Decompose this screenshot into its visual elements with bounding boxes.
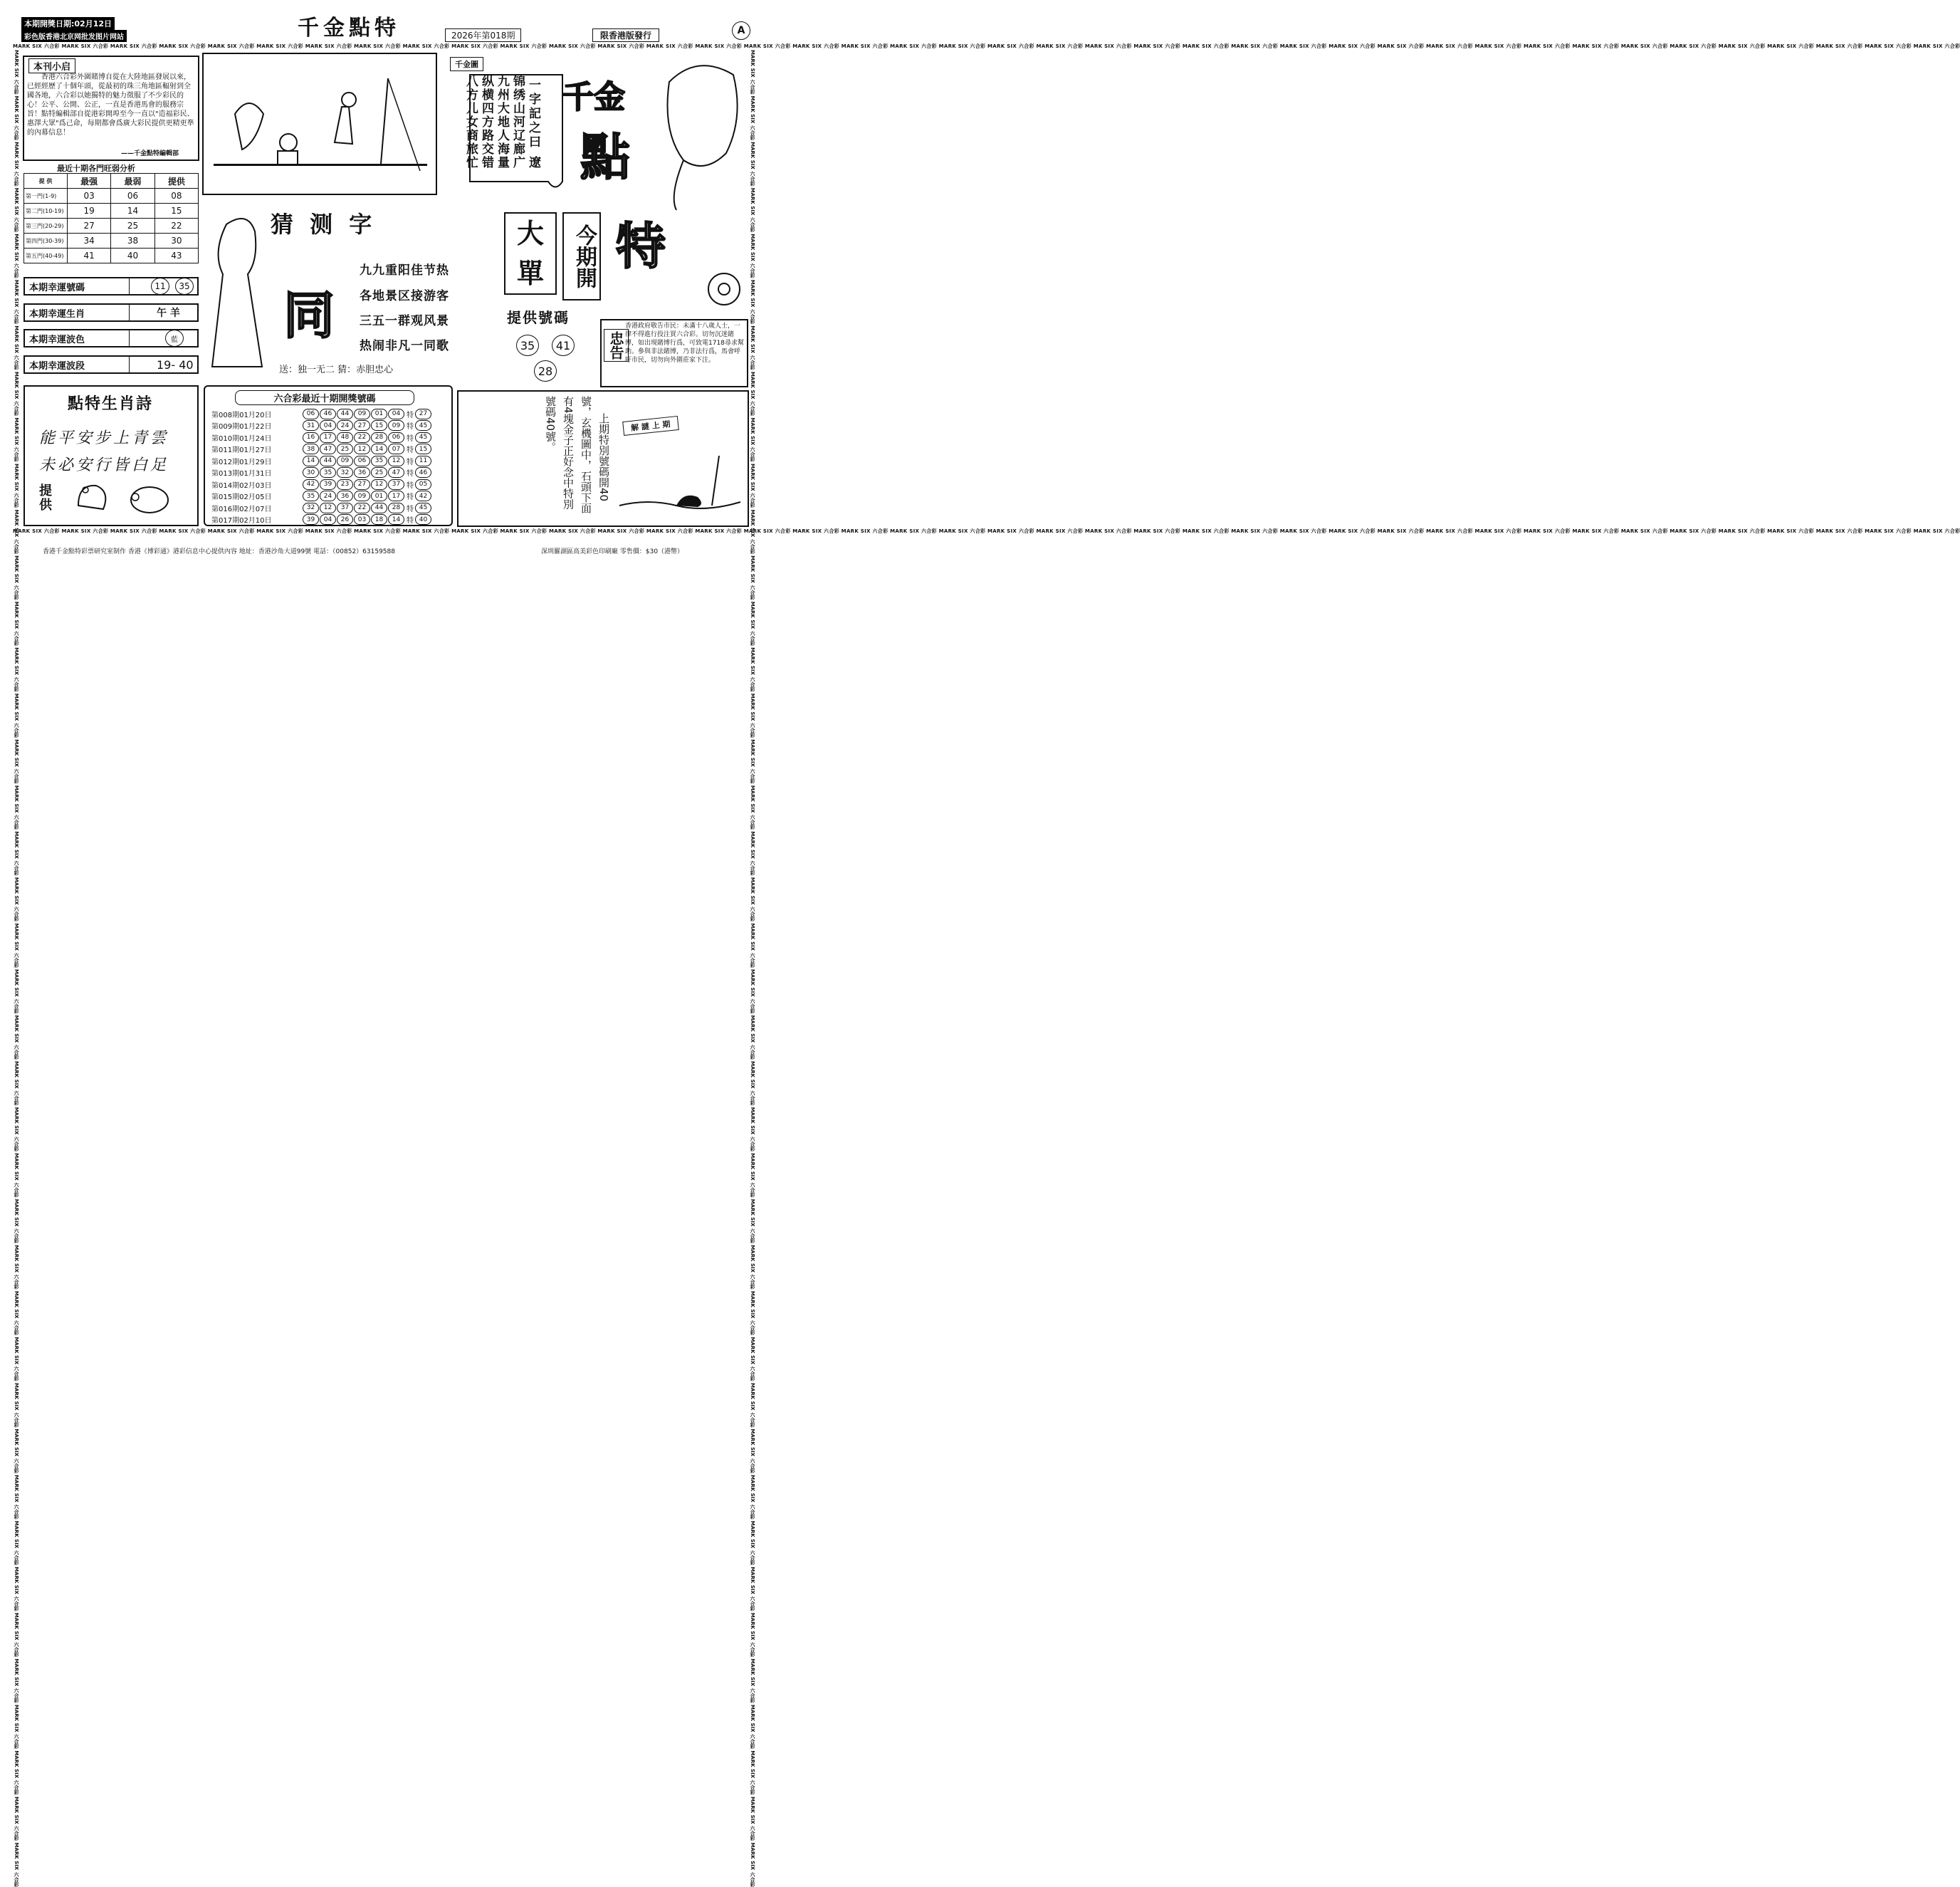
brand-char-te: 特 <box>616 217 666 276</box>
cartoon-illustration <box>206 64 434 192</box>
stats-row-label: 第二門(10-19) <box>24 204 68 219</box>
riddle-tag: 千金圖 <box>450 57 483 71</box>
bottom-mark-six-stripe: MARK SIX 六合彩 MARK SIX 六合彩 MARK SIX 六合彩 MARK SIX 六合彩 MARK SIX 六合彩 MARK SIX 六合彩 MARK SIX 六合彩 MARK SIX 六合彩 MARK SIX 六合彩 MARK SIX 六合彩 MARK SIX 六合彩 MARK SIX 六合彩 MARK SIX 六合彩 MARK SIX 六合彩 MARK SIX 六合彩 MARK SIX 六合彩 MARK SIX 六合彩 MARK SIX 六合彩 MARK SIX 六合彩 MARK SIX 六合彩 MARK SIX 六合彩 MARK SIX 六合彩 MARK SIX 六合彩 MARK SIX 六合彩 MARK SIX 六合彩 MARK SIX 六合彩 MARK SIX 六合彩 MARK SIX 六合彩 MARK SIX 六合彩 MARK SIX 六合彩 MARK SIX 六合彩 MARK SIX 六合彩 MARK SIX 六合彩 MARK SIX 六合彩 MARK SIX 六合彩 MARK SIX 六合彩 MARK SIX 六合彩 MARK SIX 六合彩 MARK SIX 六合彩 MARK SIX 六合彩 <box>13 528 1960 534</box>
last-issue-banner: 解 謎 上 期 <box>622 416 678 436</box>
lucky-number-label: 本期幸運號碼 <box>25 278 130 294</box>
brand-char-dian: 點 <box>580 128 630 187</box>
big-single-label: 大 單 <box>504 212 557 295</box>
guess-poem-line: 九九重阳佳节热 <box>360 263 449 278</box>
riddle-col: 八方儿女商旅忙 <box>463 75 478 169</box>
last-issue-col: 上期特別號碼開40 <box>597 413 610 502</box>
stats-cell: 22 <box>154 219 198 234</box>
lucky-color-value: 藍 <box>165 330 184 347</box>
history-row: 第015期02月05日 35 24 36 09 01 17 特 42 <box>211 491 446 503</box>
riddle-col: 纵横四方路交错 <box>479 75 493 169</box>
page-title: 千金點特 <box>298 16 400 41</box>
lucky-color-label: 本期幸運波色 <box>25 330 130 346</box>
history-row: 第013期01月31日 30 35 32 36 25 47 特 46 <box>211 467 446 479</box>
riddle-col: 九州大地人海量 <box>495 75 509 169</box>
stats-cell: 38 <box>111 234 154 249</box>
lucky-number: 35 <box>175 278 194 295</box>
big-single-number: 28 <box>534 360 557 382</box>
stats-cell: 15 <box>154 204 198 219</box>
this-issue-label: 今期開 <box>562 212 601 300</box>
issue-number: 2026年第018期 <box>445 28 521 42</box>
zodiac-poem-line: 未必安行皆白足 <box>39 456 169 474</box>
stats-cell: 14 <box>111 204 154 219</box>
stats-cell: 43 <box>154 249 198 263</box>
left-mark-six-stripe: MARK SIX 六合彩 MARK SIX 六合彩 MARK SIX 六合彩 MARK SIX 六合彩 MARK SIX 六合彩 MARK SIX 六合彩 MARK SIX 六合彩 MARK SIX 六合彩 MARK SIX 六合彩 MARK SIX 六合彩 MARK SIX 六合彩 MARK SIX 六合彩 MARK SIX 六合彩 MARK SIX 六合彩 MARK SIX 六合彩 MARK SIX 六合彩 MARK SIX 六合彩 MARK SIX 六合彩 MARK SIX 六合彩 MARK SIX 六合彩 MARK SIX 六合彩 MARK SIX 六合彩 MARK SIX 六合彩 MARK SIX 六合彩 MARK SIX 六合彩 MARK SIX 六合彩 MARK SIX 六合彩 MARK SIX 六合彩 MARK SIX 六合彩 MARK SIX 六合彩 MARK SIX 六合彩 MARK SIX 六合彩 MARK SIX 六合彩 MARK SIX 六合彩 MARK SIX 六合彩 MARK SIX 六合彩 MARK SIX 六合彩 MARK SIX 六合彩 MARK SIX 六合彩 MARK SIX 六合彩 <box>14 50 19 1887</box>
zodiac-poem-line: 能平安步上青雲 <box>39 429 169 447</box>
lucky-number-row <box>23 277 199 296</box>
history-row: 第009期01月22日 31 04 24 27 15 09 特 45 <box>211 420 446 432</box>
zodiac-provide-label: 提供 <box>39 483 52 513</box>
stats-corner: 提 供 <box>24 174 68 189</box>
rooster-icon <box>71 477 114 517</box>
stats-cell: 30 <box>154 234 198 249</box>
big-single-number: 35 <box>516 335 539 356</box>
guess-poem-line: 三五一群观风景 <box>360 314 449 328</box>
history-row: 第008期01月20日 06 46 44 09 01 04 特 27 <box>211 408 446 420</box>
guess-char: 同 <box>283 286 335 345</box>
stats-cell: 08 <box>154 189 198 204</box>
stats-row-label: 第五門(40-49) <box>24 249 68 263</box>
riddle-col: 锦绣山河辽廊广 <box>510 75 525 169</box>
stats-cell: 34 <box>68 234 111 249</box>
lucky-range-label: 本期幸運波段 <box>25 357 130 372</box>
contact-label: 彩色版香港北京网批发图片网站 <box>21 30 127 42</box>
woman-portrait <box>655 53 748 210</box>
edition-badge: A <box>732 21 750 40</box>
stats-header: 提供 <box>154 174 198 189</box>
history-row: 第012期01月29日 14 44 09 06 35 12 特 11 <box>211 455 446 467</box>
footer-publisher: 香港千金點特彩票研究室制作 香港《博彩通》港彩信息中心提供內容 地址：香港沙角大道99號 電話：（00852）63159588 <box>43 548 395 555</box>
stats-header: 最强 <box>68 174 111 189</box>
history-row: 第014期02月03日 42 39 23 27 12 37 特 05 <box>211 479 446 491</box>
draw-date-label: 本期開獎日期:02月12日 <box>21 17 115 30</box>
notice-text: 香港政府敬告市民：未滿十八歲人士，一律不得進行投注買六合彩。切勿沉迷賭博，如出現賭博行爲，可致電1718尋求幫助。參與非法賭博，乃非法行爲，馬會呼吁市民，切勿向外圍莊家下注。 <box>625 323 744 364</box>
guess-poem-line: 热闹非凡一同歌 <box>360 339 449 353</box>
stats-cell: 41 <box>68 249 111 263</box>
last-issue-col: 號，玄機圖中，石頭下面 <box>580 396 592 513</box>
stats-row-label: 第四門(30-39) <box>24 234 68 249</box>
right-mark-six-stripe: MARK SIX 六合彩 MARK SIX 六合彩 MARK SIX 六合彩 MARK SIX 六合彩 MARK SIX 六合彩 MARK SIX 六合彩 MARK SIX 六合彩 MARK SIX 六合彩 MARK SIX 六合彩 MARK SIX 六合彩 MARK SIX 六合彩 MARK SIX 六合彩 MARK SIX 六合彩 MARK SIX 六合彩 MARK SIX 六合彩 MARK SIX 六合彩 MARK SIX 六合彩 MARK SIX 六合彩 MARK SIX 六合彩 MARK SIX 六合彩 MARK SIX 六合彩 MARK SIX 六合彩 MARK SIX 六合彩 MARK SIX 六合彩 MARK SIX 六合彩 MARK SIX 六合彩 MARK SIX 六合彩 MARK SIX 六合彩 MARK SIX 六合彩 MARK SIX 六合彩 MARK SIX 六合彩 MARK SIX 六合彩 MARK SIX 六合彩 MARK SIX 六合彩 MARK SIX 六合彩 MARK SIX 六合彩 MARK SIX 六合彩 MARK SIX 六合彩 MARK SIX 六合彩 MARK SIX 六合彩 <box>750 50 755 1887</box>
lucky-range-row <box>23 355 199 374</box>
stats-cell: 03 <box>68 189 111 204</box>
stats-row-label: 第一門(1-9) <box>24 189 68 204</box>
guess-title: 猜 测 字 <box>271 211 377 238</box>
zodiac-poem-title: 點特生肖詩 <box>68 395 154 413</box>
intro-text: 香港六合彩外圍賭博自從在大陸地區發展以來，已經經歷了十個年頭，從最初的珠三角地區輻射到全國各地，六合彩以她獨特的魅力徵服了不少彩民的心！公平、公開、公正，一直是香港馬會的服務宗旨！點特編輯部自從港彩開埠至今一直以"造福彩民、惠澤大眾"爲己命，每期都會爲廣大彩民提供更精更準的內幕信息！ <box>27 73 194 137</box>
stats-header: 最弱 <box>111 174 154 189</box>
intro-title: 本刊小启 <box>28 58 75 73</box>
last-issue-col: 有4塊金子正好念中特別 <box>562 396 575 510</box>
footer-printer: 深圳羅湖區高美彩色印刷廠 零售價：$30（港幣） <box>541 548 684 555</box>
stats-title: 最近十期各門旺弱分析 <box>57 164 135 173</box>
history-title: 六合彩最近十期開獎號碼 <box>235 390 414 405</box>
brand-char-qianjin: 千金 <box>562 79 625 115</box>
provide-numbers-label: 提供號碼 <box>507 309 570 326</box>
big-single-number: 41 <box>552 335 575 356</box>
lucky-range-value: 19- 40 <box>157 357 194 372</box>
stats-cell: 25 <box>111 219 154 234</box>
riddle-answer-col: 一字記之曰 遼 <box>526 78 540 170</box>
stats-cell: 06 <box>111 189 154 204</box>
edition-label: 限香港版發行 <box>592 28 659 42</box>
lucky-zodiac-value: 午 羊 <box>157 308 180 319</box>
stats-cell: 27 <box>68 219 111 234</box>
stats-cell: 19 <box>68 204 111 219</box>
pig-icon <box>127 479 172 518</box>
top-mark-six-stripe: MARK SIX 六合彩 MARK SIX 六合彩 MARK SIX 六合彩 MARK SIX 六合彩 MARK SIX 六合彩 MARK SIX 六合彩 MARK SIX 六合彩 MARK SIX 六合彩 MARK SIX 六合彩 MARK SIX 六合彩 MARK SIX 六合彩 MARK SIX 六合彩 MARK SIX 六合彩 MARK SIX 六合彩 MARK SIX 六合彩 MARK SIX 六合彩 MARK SIX 六合彩 MARK SIX 六合彩 MARK SIX 六合彩 MARK SIX 六合彩 MARK SIX 六合彩 MARK SIX 六合彩 MARK SIX 六合彩 MARK SIX 六合彩 MARK SIX 六合彩 MARK SIX 六合彩 MARK SIX 六合彩 MARK SIX 六合彩 MARK SIX 六合彩 MARK SIX 六合彩 MARK SIX 六合彩 MARK SIX 六合彩 MARK SIX 六合彩 MARK SIX 六合彩 MARK SIX 六合彩 MARK SIX 六合彩 MARK SIX 六合彩 MARK SIX 六合彩 MARK SIX 六合彩 MARK SIX 六合彩 <box>13 43 1960 49</box>
lucky-number: 11 <box>151 278 169 295</box>
last-issue-col: 號碼40號。 <box>544 396 557 453</box>
lucky-zodiac-row <box>23 303 199 322</box>
history-row: 第017期02月10日 39 04 26 03 18 14 特 40 <box>211 514 446 526</box>
lucky-color-row <box>23 329 199 347</box>
history-row: 第016期02月07日 32 12 37 22 44 28 特 45 <box>211 502 446 514</box>
lucky-zodiac-label: 本期幸運生肖 <box>25 305 130 320</box>
history-row: 第010期01月24日 16 17 48 22 28 06 特 45 <box>211 432 446 444</box>
landscape-illustration <box>619 441 740 520</box>
intro-signature: ——千金點特編輯部 <box>121 150 179 157</box>
stats-cell: 40 <box>111 249 154 263</box>
guess-poem-line: 各地景区接游客 <box>360 289 449 303</box>
hk-emblem <box>707 272 741 306</box>
guess-footer: 送：独一无二 猜：赤胆忠心 <box>279 365 394 375</box>
stats-row-label: 第三門(20-29) <box>24 219 68 234</box>
history-list <box>211 408 446 526</box>
history-row: 第011期01月27日 38 47 25 12 14 07 特 15 <box>211 444 446 456</box>
notice-tag: 忠告 <box>604 329 629 362</box>
stats-table <box>23 173 199 263</box>
